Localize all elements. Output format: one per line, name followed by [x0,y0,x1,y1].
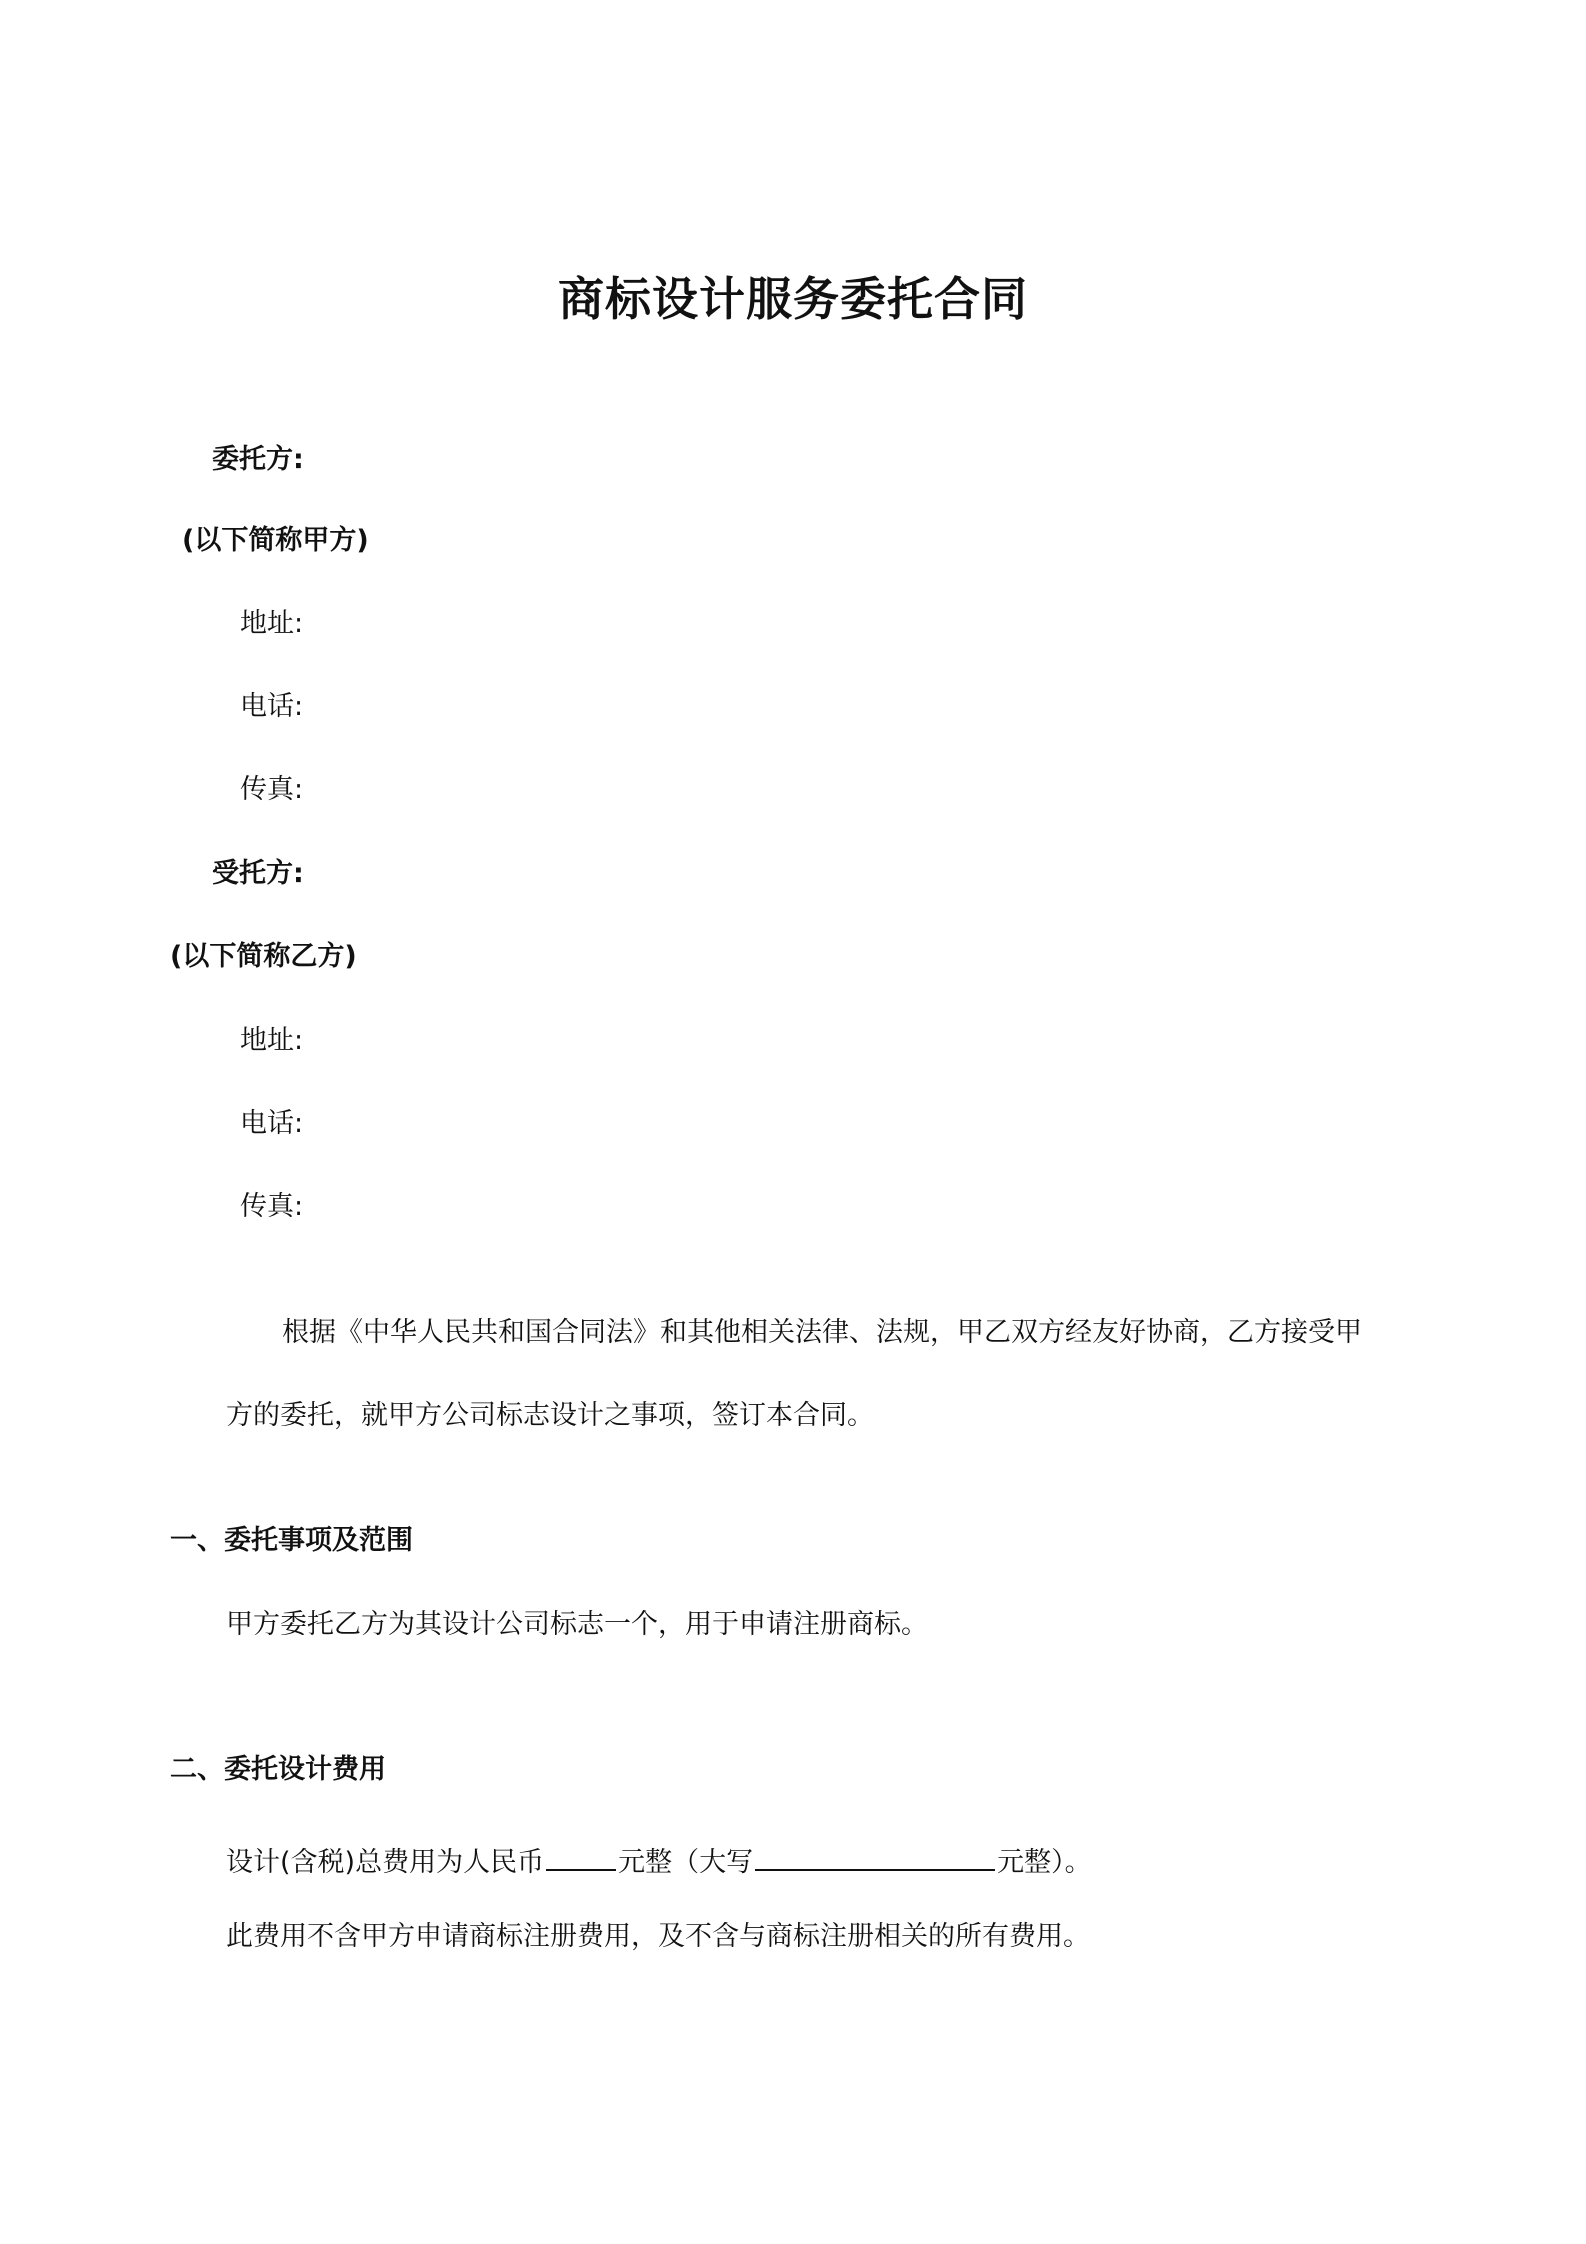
party-a-alias-label: (以下简称甲方) [182,525,369,556]
section-2-note: 此费用不含甲方申请商标注册费用，及不含与商标注册相关的所有费用。 [226,1921,1090,1952]
party-b-address-label: 地址: [240,1025,304,1056]
section-1-text: 甲方委托乙方为其设计公司标志一个，用于申请注册商标。 [226,1609,928,1640]
party-a-phone-label: 电话: [240,691,304,722]
preamble-line-1: 根据《中华人民共和国合同法》和其他相关法律、法规，甲乙双方经友好协商，乙方接受甲 [282,1317,1362,1348]
section-2-fee-line [226,1843,1092,1876]
party-b-alias-label: (以下简称乙方) [170,941,357,972]
document-title: 商标设计服务委托合同 [558,272,1028,326]
party-a-fax-label: 传真: [240,774,304,805]
fee-middle: 元整（大写 [618,1847,754,1878]
fee-amount-blank[interactable] [546,1843,616,1871]
fee-suffix: 元整）。 [997,1847,1092,1878]
party-a-address-label: 地址: [240,608,304,639]
preamble-line-2: 方的委托，就甲方公司标志设计之事项，签订本合同。 [226,1400,874,1431]
section-1-heading: 一、委托事项及范围 [170,1525,413,1556]
section-2-heading: 二、委托设计费用 [170,1754,386,1785]
fee-prefix: 设计(含税)总费用为人民币 [226,1847,545,1878]
fee-amount-uppercase-blank[interactable] [755,1843,995,1871]
party-b-role-label: 受托方: [212,858,304,889]
party-a-role-label: 委托方: [212,444,304,475]
party-b-fax-label: 传真: [240,1191,304,1222]
party-b-phone-label: 电话: [240,1108,304,1139]
